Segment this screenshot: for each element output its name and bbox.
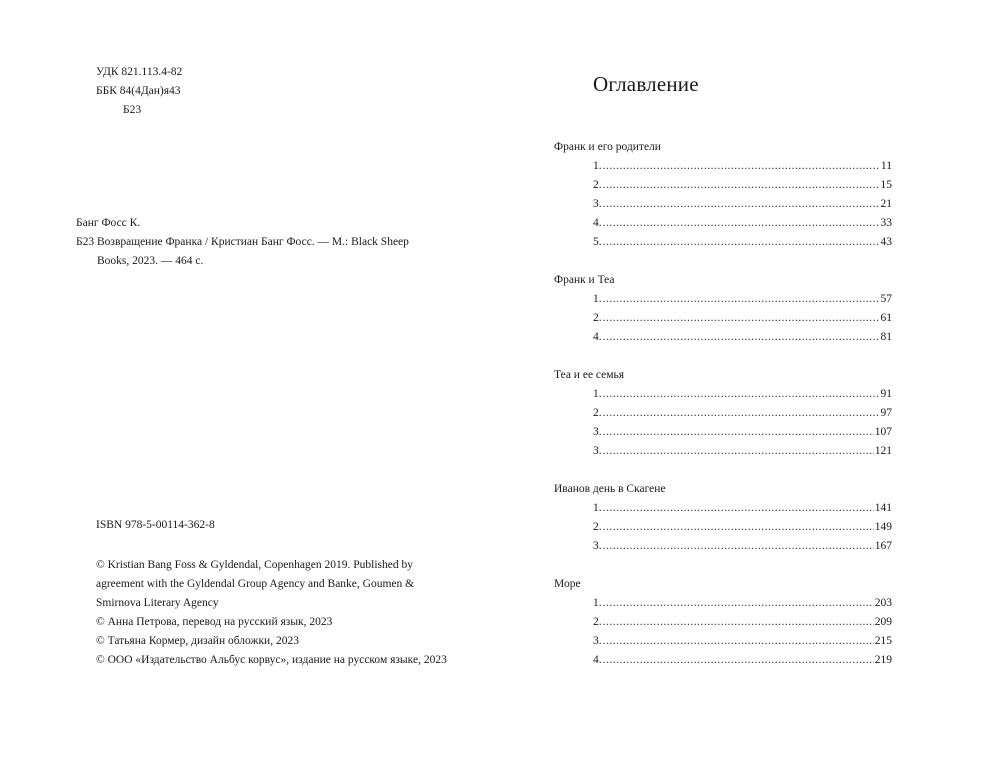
bbk-code: ББК 84(4Дан)я43 [96,85,181,97]
dot-leader [603,613,874,632]
chapter-number: 2. [593,179,602,191]
contents-page [500,0,1000,769]
toc-entry[interactable] [554,328,892,347]
dot-leader [603,233,880,252]
dot-leader [603,290,880,309]
toc-entry[interactable] [554,157,892,176]
page-number: 203 [874,597,892,609]
toc-section-heading: Иванов день в Скагене [554,483,666,495]
section-spacer [554,556,892,575]
page-number: 141 [874,502,892,514]
chapter-number: 2. [593,521,602,533]
toc-entry[interactable] [554,613,892,632]
toc-entry[interactable] [554,442,892,461]
dot-leader [603,442,874,461]
toc-entry[interactable] [554,176,892,195]
toc-section [554,575,892,670]
copyright-block [96,556,448,670]
chapter-number: 3. [593,445,602,457]
page-number: 81 [880,331,892,343]
classification-block [96,63,182,120]
dot-leader [603,632,874,651]
dot-leader [603,176,880,195]
chapter-number: 1. [593,160,602,172]
page-number: 149 [874,521,892,533]
page-number: 97 [880,407,892,419]
page-number: 91 [880,388,892,400]
toc-entry[interactable] [554,537,892,556]
biblio-entry-line-1: Б23 Возвращение Франка / Кристиан Банг Фосс. — М.: Black Sheep [76,236,409,248]
dot-leader [603,594,874,613]
page-number: 11 [880,160,892,172]
chapter-number: 1. [593,388,602,400]
toc-section-heading: Франк и Теа [554,274,615,286]
page-number: 61 [880,312,892,324]
copyright-line: © Татьяна Кормер, дизайн обложки, 2023 [96,635,299,647]
dot-leader [603,309,880,328]
page-title: Оглавление [593,72,699,96]
toc-entry[interactable] [554,499,892,518]
page-number: 219 [874,654,892,666]
dot-leader [603,651,874,670]
udc-code: УДК 821.113.4-82 [96,66,183,78]
toc-entry[interactable] [554,404,892,423]
dot-leader [603,195,880,214]
dot-leader [603,328,880,347]
dot-leader [603,518,874,537]
chapter-number: 3. [593,426,602,438]
dot-leader [603,385,880,404]
chapter-number: 5. [593,236,602,248]
copyright-line: © Анна Петрова, перевод на русский язык, 2023 [96,616,333,628]
toc-entry[interactable] [554,309,892,328]
toc-section [554,271,892,347]
section-spacer [554,347,892,366]
dot-leader [603,157,880,176]
copyright-line: © Kristian Bang Foss & Gyldendal, Copenhagen 2019. Published by [96,559,413,571]
toc-entry[interactable] [554,290,892,309]
dot-leader [603,499,874,518]
chapter-number: 4. [593,217,602,229]
biblio-entry-line-2: Books, 2023. — 464 с. [97,255,204,267]
biblio-author: Банг Фосс К. [76,217,141,229]
chapter-number: 2. [593,616,602,628]
toc-entry[interactable] [554,214,892,233]
page-number: 33 [880,217,892,229]
toc-entry[interactable] [554,195,892,214]
toc-section [554,366,892,461]
chapter-number: 3. [593,198,602,210]
page-number: 21 [880,198,892,210]
toc-section-heading: Море [554,578,581,590]
page-number: 15 [880,179,892,191]
toc-section [554,480,892,556]
author-mark: Б23 [123,104,142,116]
dot-leader [603,423,874,442]
chapter-number: 3. [593,635,602,647]
chapter-number: 1. [593,293,602,305]
chapter-number: 4. [593,331,602,343]
bibliographic-record [76,214,436,271]
toc-list [554,138,892,670]
dot-leader [603,404,880,423]
toc-entry[interactable] [554,594,892,613]
dot-leader [603,214,880,233]
page-number: 167 [874,540,892,552]
section-spacer [554,461,892,480]
copyright-line: © ООО «Издательство Альбус корвус», издание на русском языке, 2023 [96,654,447,666]
dot-leader [603,537,874,556]
chapter-number: 2. [593,407,602,419]
toc-entry[interactable] [554,233,892,252]
section-spacer [554,252,892,271]
page-number: 209 [874,616,892,628]
toc-section-heading: Теа и ее семья [554,369,625,381]
toc-entry[interactable] [554,632,892,651]
chapter-number: 3. [593,540,602,552]
chapter-number: 1. [593,502,602,514]
page-number: 43 [880,236,892,248]
page-number: 107 [874,426,892,438]
toc-entry[interactable] [554,651,892,670]
toc-entry[interactable] [554,385,892,404]
page-number: 121 [874,445,892,457]
page-number: 215 [874,635,892,647]
isbn: ISBN 978-5-00114-362-8 [96,519,215,531]
chapter-number: 4. [593,654,602,666]
copyright-line: Smirnova Literary Agency [96,597,219,609]
toc-section [554,138,892,252]
chapter-number: 1. [593,597,602,609]
toc-section-heading: Франк и его родители [554,141,661,153]
toc-entry[interactable] [554,423,892,442]
copyright-line: agreement with the Gyldendal Group Agency and Banke, Goumen & [96,578,415,590]
toc-entry[interactable] [554,518,892,537]
chapter-number: 2. [593,312,602,324]
page-number: 57 [880,293,892,305]
